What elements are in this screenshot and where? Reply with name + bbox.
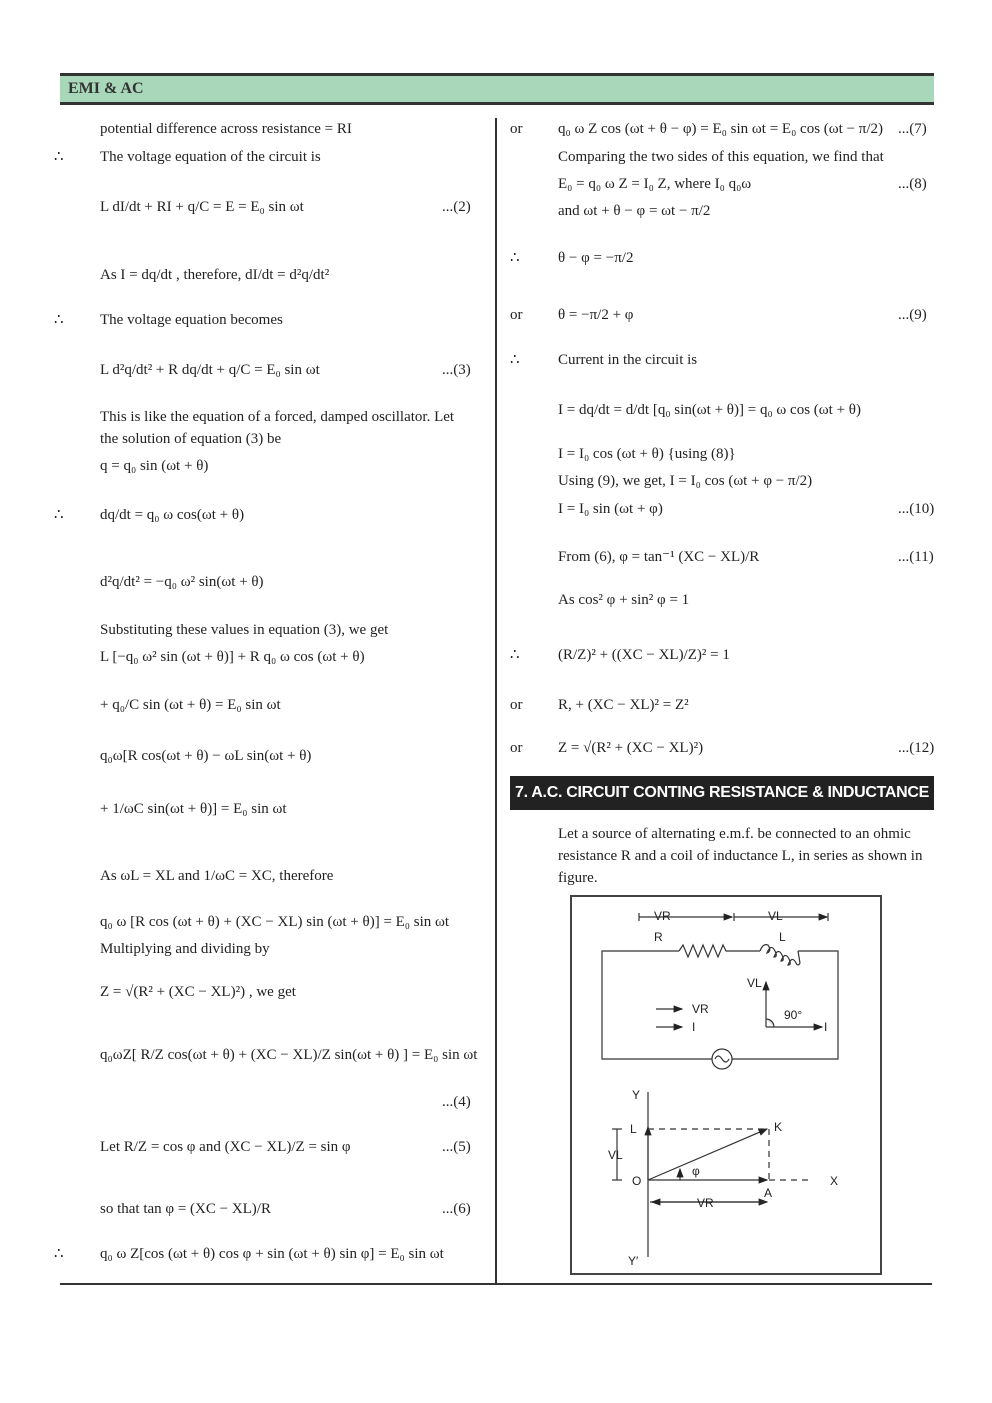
- section-heading: 7. A.C. CIRCUIT CONTING RESISTANCE & INDUCTANCE: [510, 776, 934, 810]
- label-vr-arrow: VR: [692, 1002, 709, 1016]
- equation-number: ...(3): [442, 362, 471, 378]
- label-o: O: [632, 1174, 642, 1188]
- equation-line: E₀ = q₀ ω Z = I₀ Z, where I₀ q₀ω: [558, 176, 752, 192]
- equation-number: ...(9): [898, 307, 927, 323]
- label-i-arrow: I: [692, 1020, 696, 1034]
- equation-line: Let R/Z = cos φ and (XC − XL)/Z = sin φ: [100, 1139, 351, 1155]
- equation-line: As I = dq/dt , therefore, dI/dt = d²q/dt²: [100, 267, 330, 283]
- label-90-degrees: 90°: [784, 1008, 803, 1022]
- equation-line: R, + (XC − XL)² = Z²: [558, 697, 689, 713]
- equation-line: θ = −π/2 + φ: [558, 307, 634, 323]
- label-vr-top: VR: [654, 909, 671, 923]
- line-marker: ∴: [510, 647, 520, 663]
- equation-line: L dI/dt + RI + q/C = E = E₀ sin ωt: [100, 199, 304, 215]
- equation-line: As ωL = XL and 1/ωC = XC, therefore: [100, 868, 334, 884]
- label-i-phasor: I: [824, 1020, 828, 1034]
- label-k: K: [774, 1120, 783, 1134]
- label-vl-phasor: VL: [747, 976, 762, 990]
- label-r: R: [654, 930, 663, 944]
- line-marker: or: [510, 307, 523, 323]
- equation-number: ...(10): [898, 501, 935, 517]
- line-marker: ∴: [54, 507, 64, 523]
- equation-line: I = dq/dt = d/dt [q₀ sin(ωt + θ)] = q₀ ω cos (ωt + θ): [558, 402, 861, 418]
- equation-line: Substituting these values in equation (3), we get: [100, 622, 389, 638]
- line-marker: ∴: [510, 250, 520, 266]
- equation-line: From (6), φ = tan⁻¹ (XC − XL)/R: [558, 549, 760, 565]
- resultant-phasor: [648, 1129, 767, 1180]
- line-marker: or: [510, 121, 523, 137]
- equation-line: and ωt + θ − φ = ωt − π/2: [558, 203, 711, 219]
- line-marker: or: [510, 740, 523, 756]
- equation-number: ...(11): [898, 549, 934, 565]
- equation-line: q₀ ω Z cos (ωt + θ − φ) = E₀ sin ωt = E₀ cos (ωt − π/2): [558, 121, 884, 137]
- section-paragraph: Let a source of alternating e.m.f. be connected to an ohmic resistance R and a coil of inductance L, in series as shown in figure.: [558, 826, 923, 886]
- equation-line: dq/dt = q₀ ω cos(ωt + θ): [100, 507, 245, 523]
- line-marker: ∴: [54, 312, 64, 328]
- wire: [732, 951, 838, 1059]
- equation-number: ...(12): [898, 740, 935, 756]
- equation-line: The voltage equation becomes: [100, 312, 283, 328]
- circuit-diagram: [572, 897, 884, 1277]
- equation-line: q₀ ω Z[cos (ωt + θ) cos φ + sin (ωt + θ) sin φ] = E₀ sin ωt: [100, 1246, 444, 1262]
- equation-line: q = q₀ sin (ωt + θ): [100, 458, 209, 474]
- equation-line: Z = √(R² + (XC − XL)²) , we get: [100, 984, 296, 1000]
- equation-line: q₀ ω [R cos (ωt + θ) + (XC − XL) sin (ωt + θ)] = E₀ sin ωt: [100, 914, 450, 930]
- equation-line: Z = √(R² + (XC − XL)²): [558, 740, 704, 756]
- chapter-header: [60, 76, 934, 105]
- equation-line: + 1/ωC sin(ωt + θ)] = E₀ sin ωt: [100, 801, 287, 817]
- equation-line: I = I₀ sin (ωt + φ): [558, 501, 663, 517]
- line-marker: or: [510, 697, 523, 713]
- equation-number: ...(5): [442, 1139, 471, 1155]
- equation-line: Current in the circuit is: [558, 352, 698, 368]
- line-marker: ∴: [510, 352, 520, 368]
- equation-number: ...(6): [442, 1201, 471, 1217]
- circuit-figure: [570, 895, 882, 1275]
- footer-rule: [60, 1283, 932, 1285]
- equation-line: θ − φ = −π/2: [558, 250, 634, 266]
- label-vl-side: VL: [608, 1148, 623, 1162]
- equation-line: I = I₀ cos (ωt + θ) {using (8)}: [558, 446, 736, 462]
- equation-number: ...(2): [442, 199, 471, 215]
- label-vl-top: VL: [768, 909, 783, 923]
- column-divider: [495, 118, 497, 1285]
- line-marker: ∴: [54, 1246, 64, 1262]
- line-marker: ∴: [54, 149, 64, 165]
- resistor-symbol: [679, 945, 760, 957]
- equation-line: Multiplying and dividing by: [100, 941, 270, 957]
- label-phi: φ: [692, 1164, 700, 1178]
- equation-line: q₀ωZ[ R/Z cos(ωt + θ) + (XC − XL)/Z sin(ωt + θ) ] = E₀ sin ωt: [100, 1047, 478, 1063]
- equation-line: q₀ω[R cos(ωt + θ) − ωL sin(ωt + θ): [100, 748, 312, 764]
- equation-number: ...(8): [898, 176, 927, 192]
- label-l: L: [779, 930, 786, 944]
- equation-line: Using (9), we get, I = I₀ cos (ωt + φ − π/2): [558, 473, 813, 489]
- label-l-point: L: [630, 1122, 637, 1136]
- label-y-prime: Y′: [628, 1254, 639, 1268]
- equation-line: (R/Z)² + ((XC − XL)/Z)² = 1: [558, 647, 730, 663]
- equation-number: ...(7): [898, 121, 927, 137]
- equation-line: L d²q/dt² + R dq/dt + q/C = E₀ sin ωt: [100, 362, 320, 378]
- equation-line: d²q/dt² = −q₀ ω² sin(ωt + θ): [100, 574, 264, 590]
- equation-line: L [−q₀ ω² sin (ωt + θ)] + R q₀ ω cos (ωt + θ): [100, 649, 365, 665]
- equation-line: the solution of equation (3) be: [100, 431, 282, 447]
- equation-line: This is like the equation of a forced, damped oscillator. Let: [100, 409, 455, 425]
- equation-line: potential difference across resistance = RI: [100, 121, 352, 137]
- label-y: Y: [632, 1088, 641, 1102]
- equation-line: + q₀/C sin (ωt + θ) = E₀ sin ωt: [100, 697, 281, 713]
- equation-number: ...(4): [442, 1094, 471, 1110]
- label-a: A: [764, 1186, 773, 1200]
- equation-line: The voltage equation of the circuit is: [100, 149, 321, 165]
- label-x: X: [830, 1174, 839, 1188]
- chapter-title: EMI & AC: [68, 80, 144, 97]
- inductor-symbol: [760, 945, 800, 965]
- equation-line: so that tan φ = (XC − XL)/R: [100, 1201, 271, 1217]
- equation-line: As cos² φ + sin² φ = 1: [558, 592, 690, 608]
- equation-line: Comparing the two sides of this equation, we find that: [558, 149, 884, 165]
- label-vr-bottom: VR: [697, 1196, 714, 1210]
